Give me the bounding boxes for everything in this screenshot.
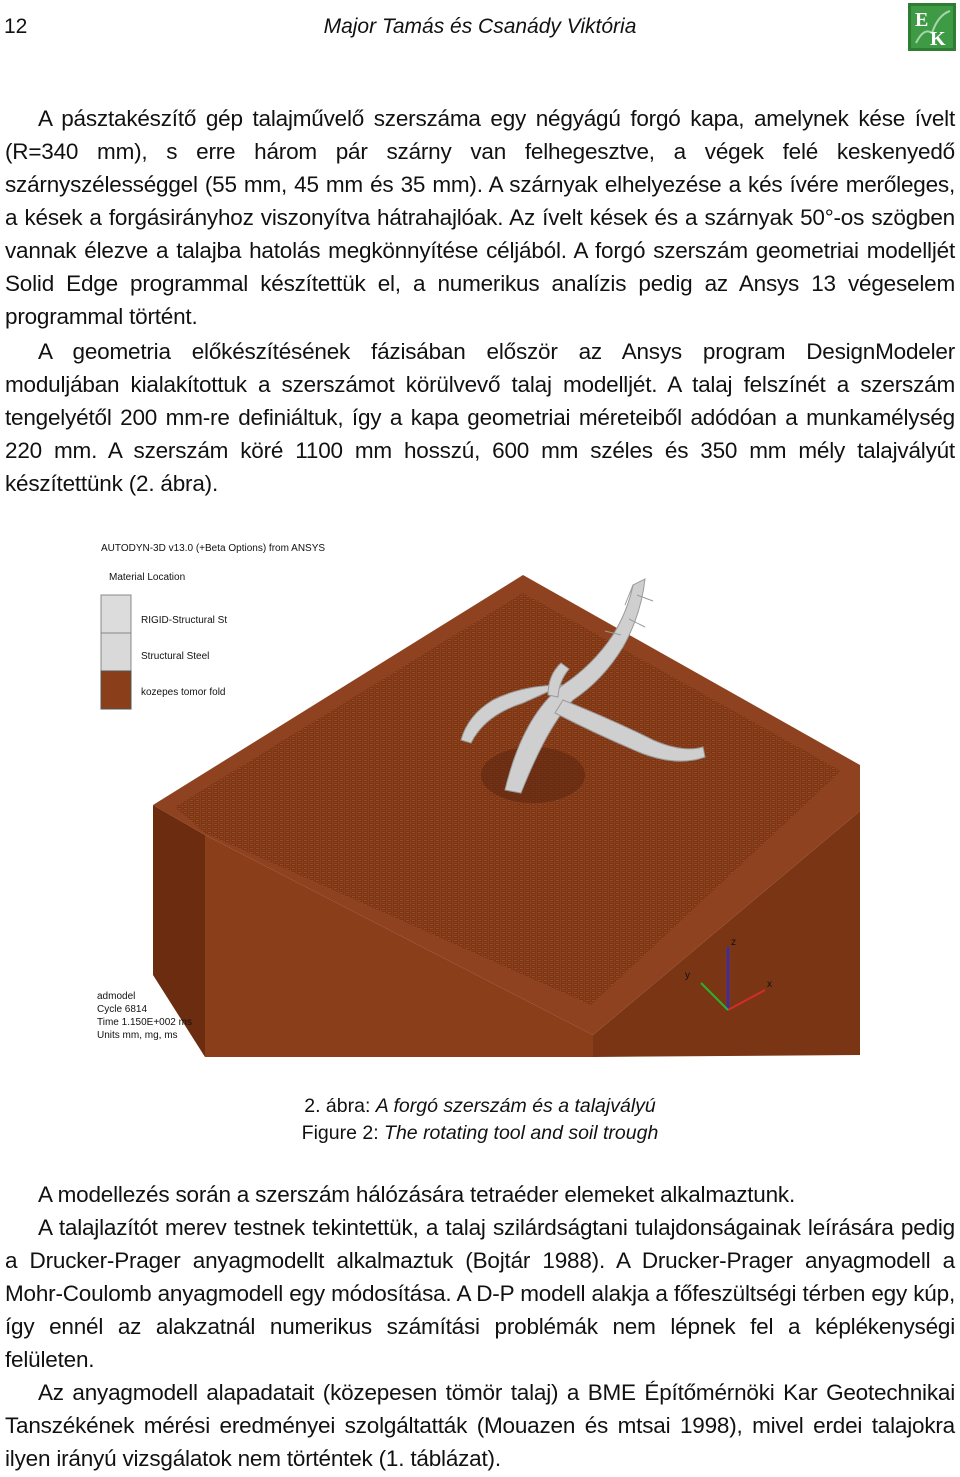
info-units: Units mm, mg, ms — [97, 1030, 178, 1041]
info-time: Time 1.150E+002 ms — [97, 1017, 192, 1028]
info-cycle: Cycle 6814 — [97, 1004, 148, 1015]
page-number: 12 — [4, 15, 28, 38]
legend-swatch-steel — [101, 633, 131, 671]
svg-text:E: E — [915, 9, 929, 31]
x-axis-label: x — [767, 979, 772, 990]
figure-caption-hu — [0, 1093, 960, 1120]
paragraph-3: A modellezés során a szerszám hálózására tetraéder elemeket alkalmaztunk. — [38, 1182, 796, 1207]
simulation-render — [93, 535, 866, 1057]
caption-hu-label: 2. ábra: — [304, 1095, 376, 1117]
paragraph-4: A talajlazítót merev testnek tekintettük, a talaj szilárdságtani tulajdonságainak leírására pedig a Drucker-Prager anyagmodellt alkalmaztuk (Bojtár 1988). A Drucker-Prager anyagmodell a Mohr-Coulomb anyagmodell egy módosítása. A D-P modell alakja a főfeszültségi térben egy kúp, így ennél az alakzatnál numerikus számítási problémák nem lépnek fel a képlékenységi felületen. — [5, 1215, 955, 1372]
caption-en-label: Figure 2: — [301, 1122, 385, 1144]
legend-label-rigid: RIGID-Structural St — [141, 615, 228, 626]
y-axis-label: y — [685, 970, 690, 981]
svg-text:K: K — [930, 28, 946, 50]
legend-title: Material Location — [109, 572, 186, 583]
paragraph-1: A pásztakészítő gép talajművelő szerszáma egy négyágú forgó kapa, amelynek kése ívelt (R=340 mm), s erre három pár szárny van felhegesztve, a végek felé keskenyedő szárnyszélességgel (55 mm, 45 mm és 35 mm). A szárnyak elhelyezése a kés ívére merőleges, a kések a forgásirányhoz viszonyítva hátrahajlóak. Az ívelt kések és a szárnyak 50°-os szögben vannak élezve a talajba hatolás megkönnyítése céljából. A forgó szerszám geometriai modelljét Solid Edge programmal készítettük el, a numerikus analízis pedig az Ansys 13 végeselem programmal történt. — [5, 106, 955, 329]
window-title: AUTODYN-3D v13.0 (+Beta Options) from ANSYS — [101, 543, 326, 554]
caption-hu-text: A forgó szerszám és a talajvályú — [375, 1095, 656, 1117]
z-axis-label: z — [731, 937, 736, 948]
legend-swatch-rigid — [101, 595, 131, 633]
running-title: Major Tamás és Csanády Viktória — [323, 15, 637, 38]
journal-logo — [908, 3, 956, 51]
info-model: admodel — [97, 991, 136, 1002]
paragraph-2: A geometria előkészítésének fázisában először az Ansys program DesignModeler moduljában kialakítottuk a szerszámot körülvevő talaj modelljét. A talaj felszínét a szerszám tengelyétől 200 mm-re definiáltuk, így a kapa geometriai méreteiből adódóan a munkamélység 220 mm. A szerszám köré 1100 mm hosszú, 600 mm széles és 350 mm mély talajvályút készítettünk (2. ábra). — [5, 339, 955, 496]
figure-caption-en — [0, 1120, 960, 1147]
caption-en-text: The rotating tool and soil trough — [384, 1122, 659, 1144]
legend-label-soil: kozepes tomor fold — [141, 687, 226, 698]
figure-autodyn-simulation — [93, 535, 866, 1057]
legend-swatch-soil — [101, 671, 131, 709]
paragraph-5: Az anyagmodell alapadatait (közepesen tömör talaj) a BME Építőmérnöki Kar Geotechnikai Tanszékének mérési eredményei szolgáltatták (Mouazen és mtsai 1998), mivel erdei talajokra ilyen irányú vizsgálatok nem történtek (1. táblázat). — [5, 1380, 955, 1471]
page-header — [0, 0, 960, 55]
legend-label-steel: Structural Steel — [141, 651, 210, 662]
